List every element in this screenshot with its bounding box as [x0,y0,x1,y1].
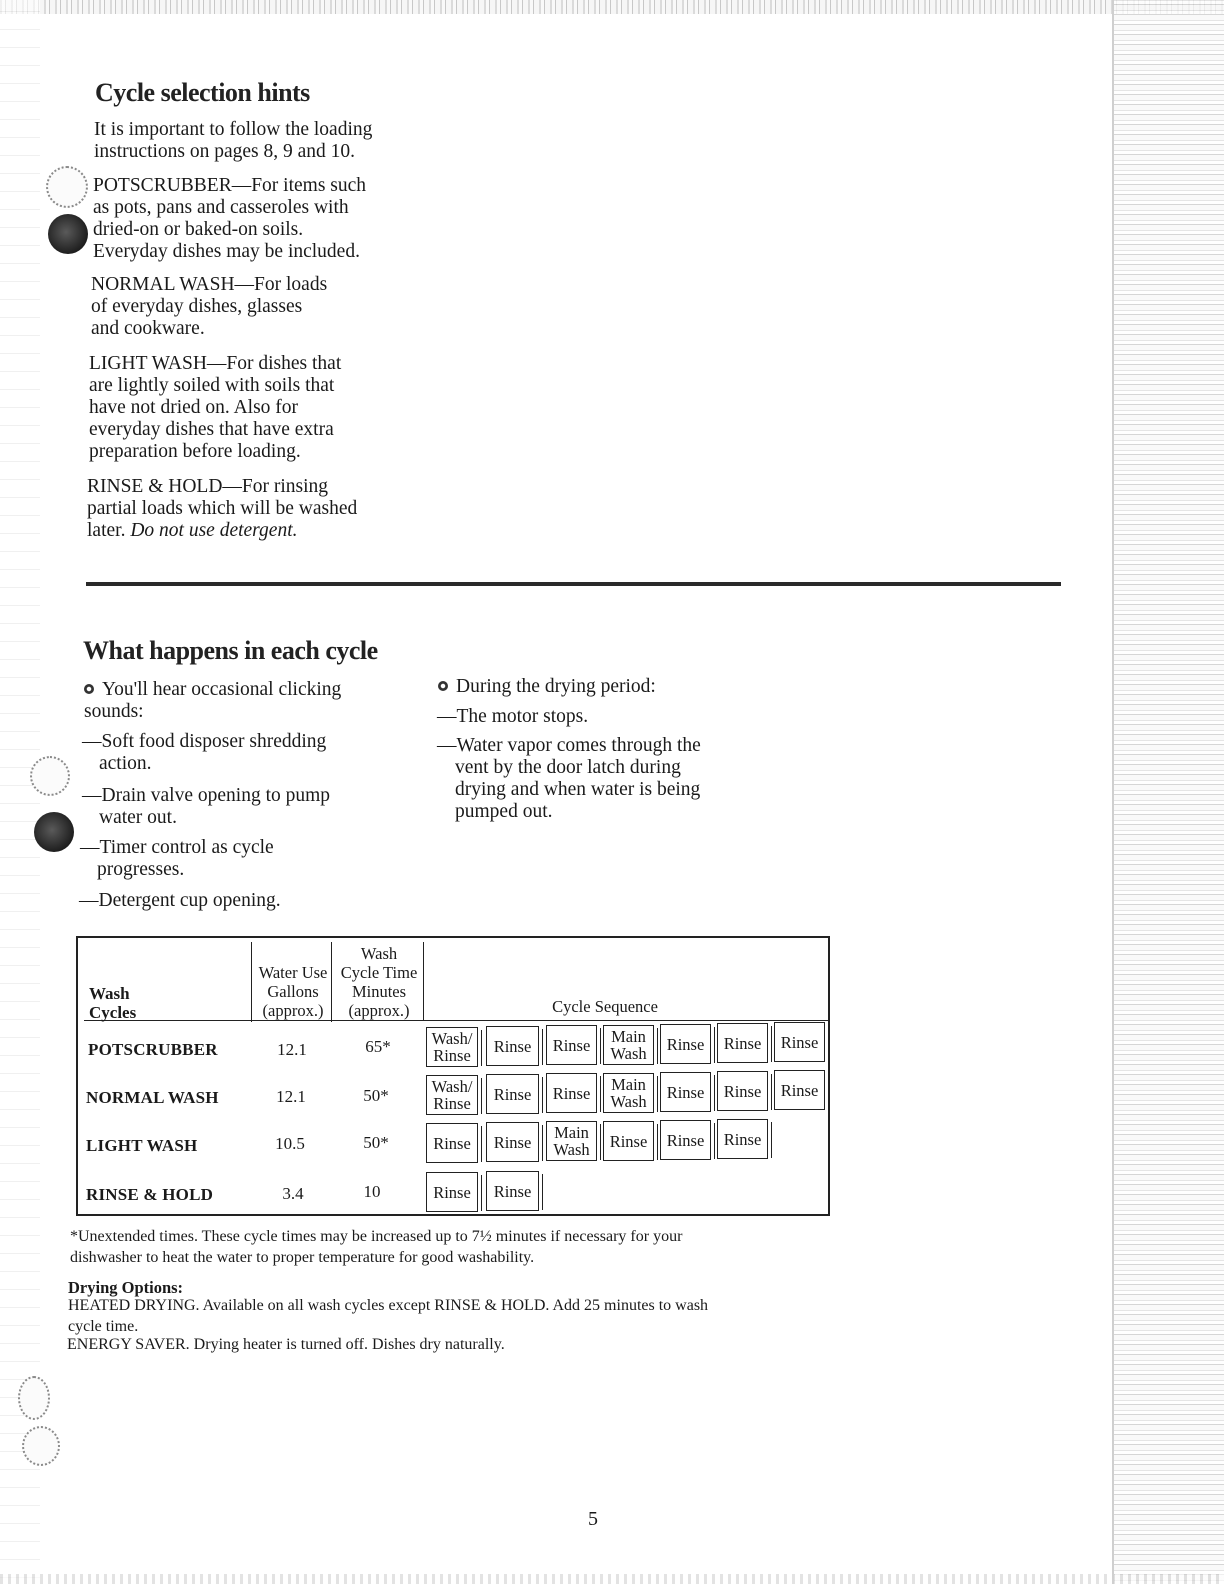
text-line: Water Use [258,963,328,982]
text-line: *Unextended times. These cycle times may be increased up to 7½ minutes if necessary for your [70,1228,683,1245]
sequence-step: Rinse [426,1172,478,1212]
drying-energy-saver: ENERGY SAVER. Drying heater is turned off. Dishes dry naturally. [67,1336,505,1353]
happens-left-item [82,785,330,829]
text-line: water out. [99,807,177,828]
binder-hole-icon [22,1426,60,1466]
text-line: Minutes [351,982,407,1001]
row-minutes: 10 [363,1182,381,1201]
binder-hole-icon [30,756,70,796]
happens-left-item [82,731,326,775]
happens-right-bullet [438,676,656,698]
text-line: pumped out. [455,801,553,822]
binder-hole-icon [18,1376,50,1420]
row-minutes: 50* [363,1133,389,1152]
text-line: —Soft food disposer shredding [82,731,327,752]
text-line: Gallons [267,982,319,1001]
sequence-step: Rinse [660,1024,711,1064]
text-line: are lightly soiled with soils that [89,375,335,396]
text-line: and cookware. [91,318,205,339]
sequence-step: Rinse [660,1072,711,1112]
text-line: Wash [89,984,130,1003]
text-line: vent by the door latch during [455,757,681,778]
text-line: sounds: [84,701,144,722]
happens-right-item [437,706,588,728]
sequence-step: Rinse [486,1122,539,1162]
bullet-icon [438,681,448,691]
text-line: During the drying period: [456,676,656,697]
sequence-step: Rinse [546,1025,597,1065]
text-line: later. [87,520,131,541]
binder-hole-icon [48,214,88,254]
table-header-rule [84,1020,828,1021]
sequence-step: Main Wash [603,1025,654,1065]
row-name: RINSE & HOLD [86,1185,214,1204]
text-line: It is important to follow the loading [94,119,373,140]
sequence-step: Rinse [717,1071,768,1111]
text-line: Cycle Time [340,963,418,982]
text-line: of everyday dishes, glasses [91,296,303,317]
text-line: action. [99,753,152,774]
sequence-step: Rinse [546,1073,597,1113]
header-water-use [253,963,333,1020]
text-line: (approx.) [262,1001,324,1020]
text-line: —The motor stops. [437,706,589,727]
scan-edge-right [1114,0,1224,1584]
binder-hole-icon [46,166,88,208]
row-minutes: 50* [363,1086,389,1105]
sequence-step: Rinse [774,1022,825,1062]
table-divider [251,942,252,1022]
happens-left-item [79,890,281,912]
text-line: Everyday dishes may be included. [93,241,360,262]
row-gallons: 10.5 [275,1134,305,1153]
row-name: LIGHT WASH [86,1136,198,1155]
header-cycle-time [333,944,425,1020]
hints-intro [94,119,372,163]
row-gallons: 12.1 [277,1040,307,1059]
text-line: cycle time. [68,1318,139,1335]
drying-heated [68,1295,708,1337]
scan-page-edge [1112,0,1114,1584]
text-line: partial loads which will be washed [87,498,358,519]
row-name: NORMAL WASH [86,1088,219,1107]
row-minutes: 65* [365,1037,391,1056]
text-line: LIGHT WASH—For dishes that [89,353,342,374]
text-line: POTSCRUBBER—For items such [93,175,367,196]
sequence-step: Rinse [486,1026,539,1066]
scan-edge-top [0,0,1224,14]
text-line: Cycles [89,1003,137,1022]
row-gallons: 12.1 [276,1087,306,1106]
row-name: POTSCRUBBER [88,1040,218,1059]
text-line: —Water vapor comes through the [437,735,701,756]
happens-right-item [437,735,701,823]
binder-hole-icon [34,812,74,852]
text-line: instructions on pages 8, 9 and 10. [94,141,356,162]
hint-light-wash [89,353,341,463]
text-line: progresses. [97,859,185,880]
text-line: —Timer control as cycle [80,837,274,858]
sequence-step: Rinse [774,1070,825,1110]
hint-normal-wash [91,274,327,340]
sequence-step: Rinse [717,1023,768,1063]
bullet-icon [84,684,94,694]
header-cycle-sequence: Cycle Sequence [552,997,658,1016]
text-line: dried-on or baked-on soils. [93,219,304,240]
page-number: 5 [588,1508,598,1530]
text-line: as pots, pans and casseroles with [93,197,349,218]
text-line: NORMAL WASH—For loads [91,274,328,295]
text-line: (approx.) [348,1001,410,1020]
hints-title: Cycle selection hints [95,78,310,107]
header-wash-cycles [89,984,136,1022]
sequence-step: Wash/ Rinse [426,1075,478,1115]
happens-left-bullet [84,679,341,723]
italic-warning: Do not use detergent. [130,520,298,541]
text-line: —Drain valve opening to pump [82,785,331,806]
text-line: You'll hear occasional clicking [102,679,342,700]
hint-potscrubber [93,175,366,263]
scan-edge-left [0,0,40,1584]
scan-edge-bottom [0,1574,1224,1584]
sequence-step: Rinse [426,1123,478,1163]
happens-title: What happens in each cycle [83,636,378,665]
text-line: drying and when water is being [455,779,701,800]
drying-options-title: Drying Options: [68,1278,184,1297]
text-line: preparation before loading. [89,441,301,462]
sequence-step: Rinse [717,1119,768,1159]
sequence-step: Rinse [486,1074,539,1114]
text-line: everyday dishes that have extra [89,419,334,440]
happens-left-item [80,837,274,881]
text-line: have not dried on. Also for [89,397,299,418]
sequence-step: Main Wash [546,1121,597,1161]
hint-rinse-hold [87,476,357,542]
text-line: —Detergent cup opening. [79,890,281,911]
sequence-step: Wash/ Rinse [426,1027,478,1067]
sequence-step: Rinse [660,1120,711,1160]
text-line: Wash [360,944,398,963]
table-footnote [70,1226,682,1268]
section-divider [86,582,1061,586]
text-line: HEATED DRYING. Available on all wash cycles except RINSE & HOLD. Add 25 minutes to wash [68,1297,709,1314]
row-gallons: 3.4 [282,1184,304,1203]
sequence-step: Rinse [603,1121,654,1161]
sequence-step: Main Wash [603,1073,654,1113]
sequence-step: Rinse [486,1171,539,1211]
text-line: dishwasher to heat the water to proper temperature for good washability. [70,1249,535,1266]
text-line: RINSE & HOLD—For rinsing [87,476,329,497]
